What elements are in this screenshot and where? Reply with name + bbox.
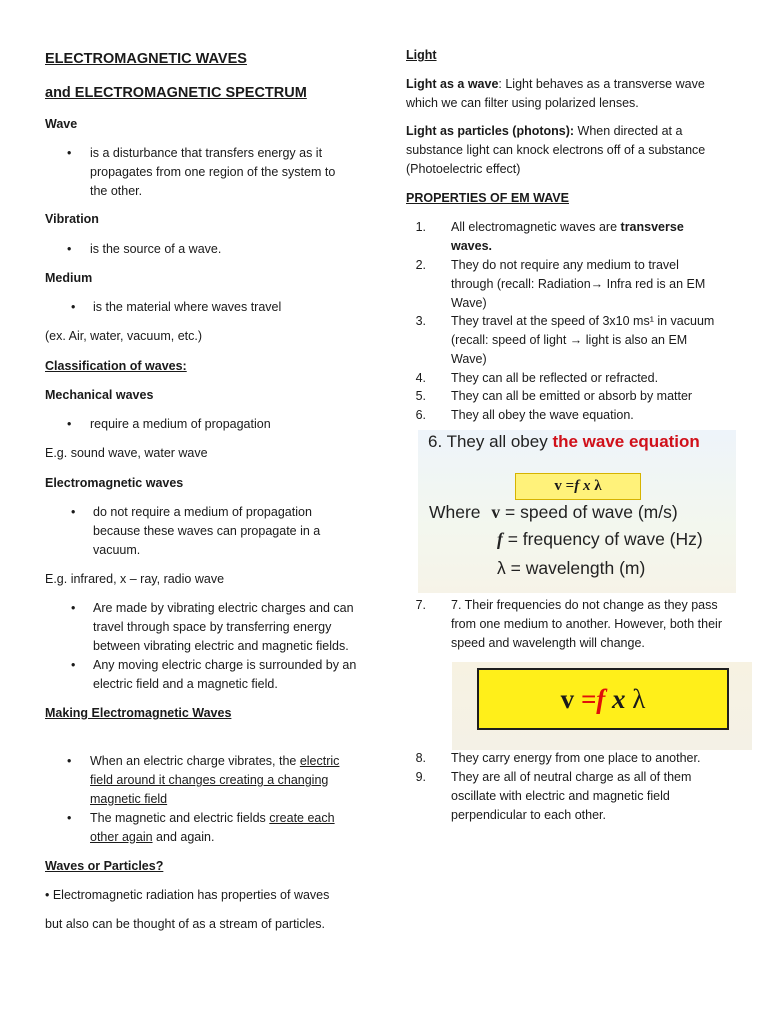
vibration-heading: Vibration bbox=[45, 212, 99, 226]
wave-equation-formula: v =f x λ bbox=[515, 473, 641, 500]
frequency-definition: f = frequency of wave (Hz) bbox=[497, 529, 703, 549]
em-example: E.g. infrared, x – ray, radio wave bbox=[45, 572, 225, 586]
bullet-dot: • bbox=[71, 300, 76, 314]
waves-particles-heading: Waves or Particles? bbox=[45, 859, 164, 873]
bullet-dot: • bbox=[71, 505, 76, 519]
waves-particles-line-2: but also can be thought of as a stream of particles. bbox=[45, 917, 326, 931]
light-as-wave: Light as a wave: Light behaves as a transverse wave which we can filter using polarized lenses. bbox=[406, 77, 705, 110]
bullet-dot: • bbox=[71, 601, 76, 615]
light-heading: Light bbox=[406, 48, 437, 62]
bullet-dot: • bbox=[67, 811, 72, 825]
em-heading: Electromagnetic waves bbox=[45, 476, 184, 490]
page-title: ELECTROMAGNETIC WAVES bbox=[45, 51, 247, 67]
formula-figure bbox=[452, 662, 752, 750]
wave-heading: Wave bbox=[45, 117, 78, 131]
mechanical-example: E.g. sound wave, water wave bbox=[45, 446, 208, 460]
bullet-dot: • bbox=[71, 658, 76, 672]
light-as-particles: Light as particles (photons): When directed at a substance light can knock electrons off of a substance (Photoelectric effect) bbox=[406, 124, 706, 176]
bullet-dot: • bbox=[67, 146, 72, 160]
formula-box: v =f x λ bbox=[477, 668, 729, 730]
medium-example: (ex. Air, water, vacuum, etc.) bbox=[45, 329, 203, 343]
bullet-dot: • bbox=[67, 754, 72, 768]
wave-equation-figure bbox=[418, 430, 736, 593]
medium-heading: Medium bbox=[45, 271, 93, 285]
bullet-dot: • bbox=[67, 417, 72, 431]
mechanical-heading: Mechanical waves bbox=[45, 388, 154, 402]
classification-heading: Classification of waves: bbox=[45, 359, 187, 373]
making-heading: Making Electromagnetic Waves bbox=[45, 706, 232, 720]
bullet-dot: • bbox=[67, 242, 72, 256]
speed-definition: Where v = speed of wave (m/s) bbox=[429, 502, 678, 522]
wavelength-definition: λ = wavelength (m) bbox=[497, 558, 646, 578]
properties-heading: PROPERTIES OF EM WAVE bbox=[406, 191, 569, 205]
waves-particles-line-1: • Electromagnetic radiation has properties of waves bbox=[45, 888, 330, 902]
page-subtitle: and ELECTROMAGNETIC SPECTRUM bbox=[45, 85, 307, 101]
wave-equation-heading: 6. They all obey the wave equation bbox=[428, 432, 700, 451]
